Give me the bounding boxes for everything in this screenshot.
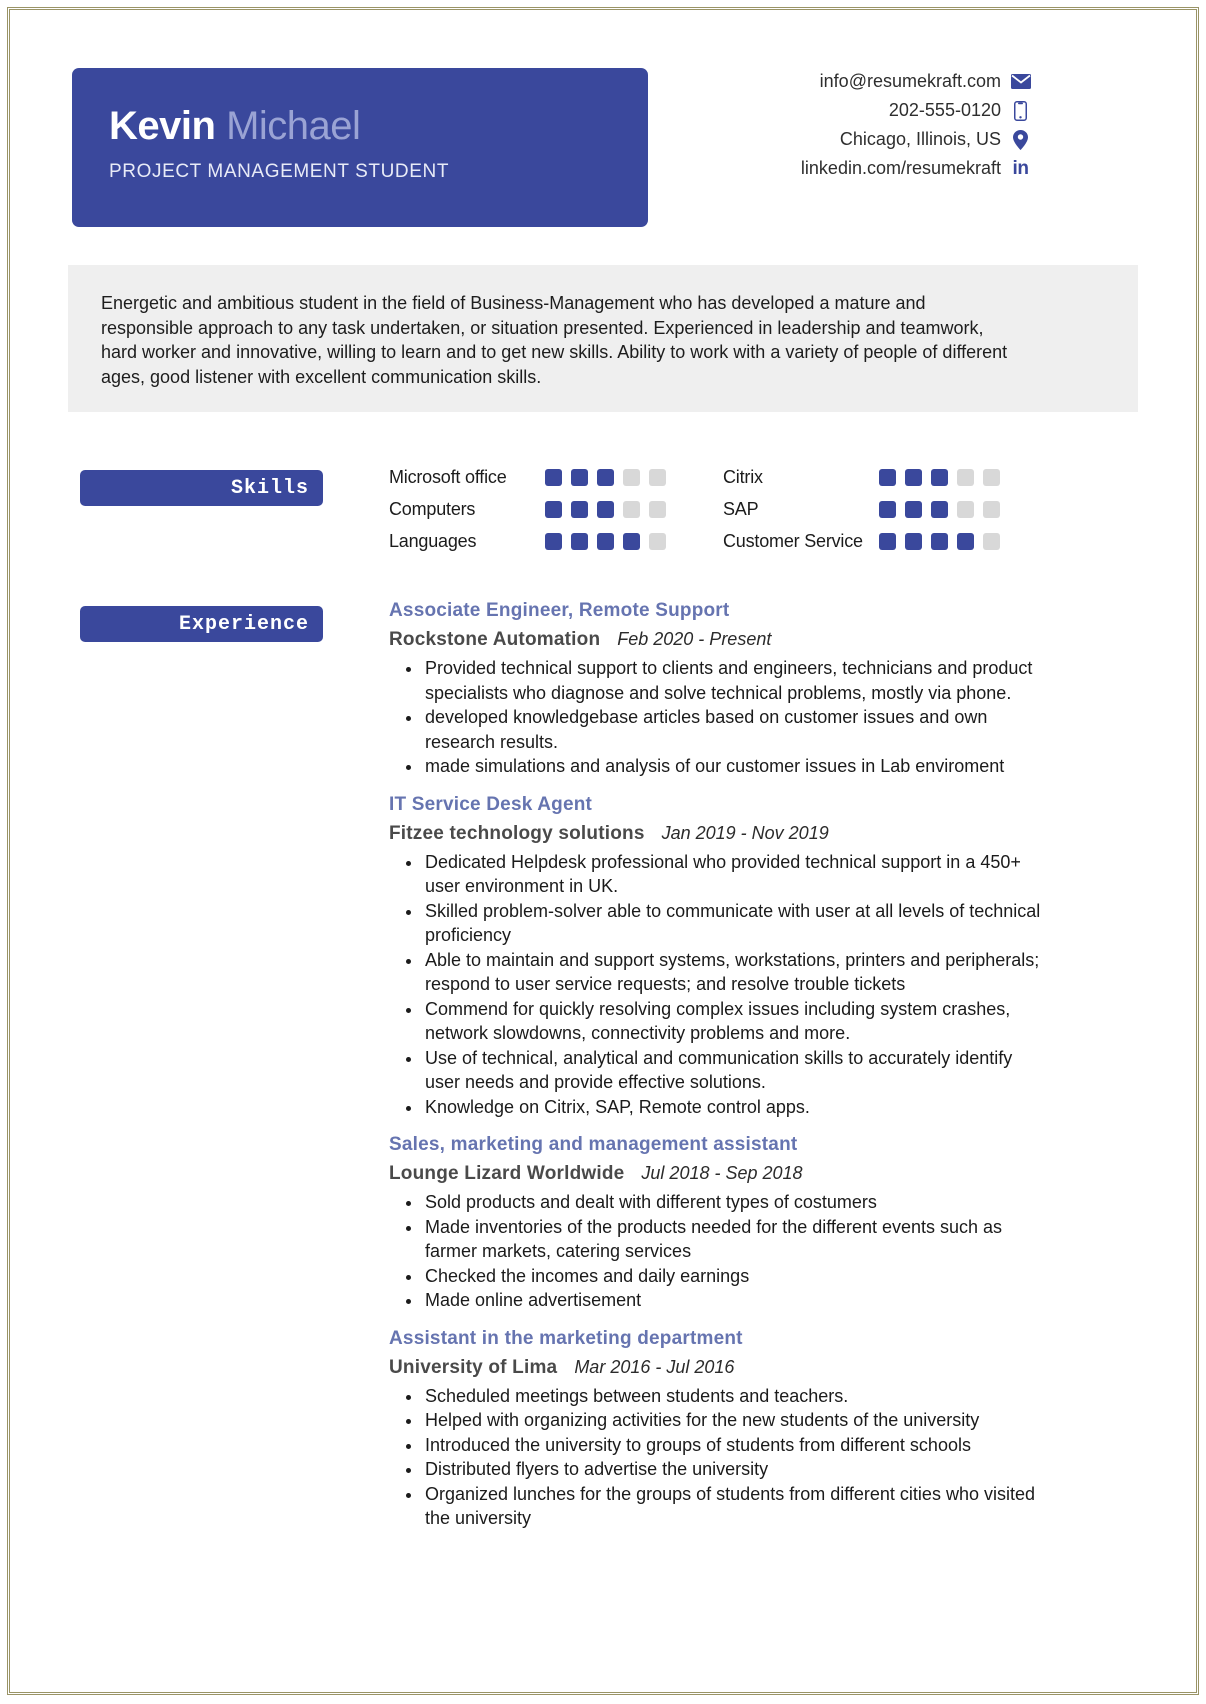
candidate-role: PROJECT MANAGEMENT STUDENT: [109, 161, 450, 182]
experience-section-heading: Experience: [80, 606, 323, 642]
job-bullet: • Organized lunches for the groups of students from different cities who visited the university: [423, 1482, 1049, 1531]
job-bullets: [389, 656, 1049, 779]
job-bullet: • Skilled problem-solver able to communicate with user at all levels of technical proficiency: [423, 899, 1049, 948]
skill-row: [723, 525, 1049, 557]
contact-row-email: [611, 67, 1031, 96]
linkedin-icon: in: [1012, 157, 1029, 179]
skill-name: Customer Service: [723, 530, 863, 551]
contact-row-location: [611, 125, 1031, 154]
job-dates: Mar 2016 - Jul 2016: [574, 1356, 735, 1377]
rating-square-filled: [905, 533, 922, 550]
first-name: Kevin: [109, 104, 216, 148]
rating-square-empty: [649, 533, 666, 550]
job-company: Fitzee technology solutions: [389, 822, 645, 844]
rating-square-filled: [571, 501, 588, 518]
job-bullet: • Helped with organizing activities for the new students of the university: [423, 1408, 1049, 1433]
job-title: Associate Engineer, Remote Support: [389, 600, 730, 621]
skills-column-right: [723, 461, 1049, 557]
skill-name: Languages: [389, 530, 477, 551]
job-bullet: • Checked the incomes and daily earnings: [423, 1264, 1049, 1289]
last-name: Michael: [226, 104, 361, 148]
location-icon: [1010, 129, 1031, 150]
rating-square-filled: [597, 533, 614, 550]
rating-square-filled: [931, 469, 948, 486]
job-bullets: [389, 850, 1049, 1120]
job-bullet: • Sold products and dealt with different types of costumers: [423, 1190, 1049, 1215]
job-entry: [389, 794, 1049, 1120]
linkedin-link[interactable]: linkedin.com/resumekraft: [800, 158, 1001, 178]
rating-square-filled: [545, 501, 562, 518]
job-bullet: • Use of technical, analytical and communication skills to accurately identify user needs and provide effective solutions.: [423, 1046, 1049, 1095]
email-link[interactable]: info@resumekraft.com: [819, 71, 1001, 91]
phone-icon: [1010, 100, 1031, 121]
candidate-name: [109, 104, 648, 148]
rating-square-filled: [957, 533, 974, 550]
job-bullet: • Made online advertisement: [423, 1288, 1049, 1313]
job-bullet: • Made inventories of the products needed for the different events such as farmer markets, catering services: [423, 1215, 1049, 1264]
rating-square-filled: [879, 469, 896, 486]
job-dates: Feb 2020 - Present: [617, 629, 772, 649]
contact-row-phone: [611, 96, 1031, 125]
job-company: University of Lima: [389, 1356, 558, 1378]
job-bullet: • Knowledge on Citrix, SAP, Remote control apps.: [423, 1095, 1049, 1120]
job-bullet: • Scheduled meetings between students and teachers.: [423, 1384, 1049, 1409]
experience-jobs-list: [389, 600, 1049, 1546]
job-dates: Jan 2019 - Nov 2019: [661, 822, 829, 843]
rating-square-empty: [649, 501, 666, 518]
job-title: Sales, marketing and management assistant: [389, 1134, 798, 1155]
skill-name: Citrix: [723, 466, 763, 487]
rating-square-filled: [571, 533, 588, 550]
skill-rating: [879, 501, 1000, 518]
rating-square-empty: [957, 501, 974, 518]
summary-paragraph: Energetic and ambitious student in the field of Business-Management who has developed a mature and responsible approach to any task undertaken, or situation presented. Experienced in leadership and teamwork, hard worker and innovative, willing to learn and to get new skills. Ability to work with a variety of people of different ages, good listener with excellent communication skills.: [68, 265, 1138, 412]
rating-square-empty: [983, 501, 1000, 518]
job-bullet: • Introduced the university to groups of students from different schools: [423, 1433, 1049, 1458]
phone-number[interactable]: 202-555-0120: [888, 100, 1001, 120]
rating-square-filled: [597, 469, 614, 486]
job-entry: [389, 600, 1049, 779]
job-bullet: • developed knowledgebase articles based on customer issues and own research results.: [423, 705, 1049, 754]
job-meta: [389, 823, 1049, 845]
contact-row-linkedin: [611, 154, 1031, 183]
rating-square-filled: [545, 533, 562, 550]
skill-rating: [545, 533, 666, 550]
rating-square-filled: [931, 533, 948, 550]
job-bullet: • Able to maintain and support systems, workstations, printers and peripherals; respond to user service requests; and resolve trouble tickets: [423, 948, 1049, 997]
rating-square-filled: [879, 533, 896, 550]
rating-square-filled: [571, 469, 588, 486]
skills-section-heading: Skills: [80, 470, 323, 506]
rating-square-empty: [957, 469, 974, 486]
job-meta: [389, 1357, 1049, 1379]
job-bullets: [389, 1190, 1049, 1313]
job-bullets: [389, 1384, 1049, 1531]
skill-row: [723, 493, 1049, 525]
rating-square-filled: [905, 469, 922, 486]
rating-square-filled: [931, 501, 948, 518]
header-name-box: [72, 68, 648, 227]
rating-square-filled: [623, 533, 640, 550]
rating-square-empty: [623, 501, 640, 518]
job-bullet: • made simulations and analysis of our customer issues in Lab enviroment: [423, 754, 1049, 779]
rating-square-empty: [623, 469, 640, 486]
job-dates: Jul 2018 - Sep 2018: [641, 1163, 803, 1183]
email-icon: [1010, 71, 1031, 92]
job-company: Lounge Lizard Worldwide: [389, 1163, 625, 1184]
skill-rating: [545, 501, 666, 518]
skill-rating: [545, 469, 666, 486]
job-bullet: • Provided technical support to clients and engineers, technicians and product specialists who diagnose and solve technical problems, mostly via phone.: [423, 656, 1049, 705]
skill-row: [389, 525, 723, 557]
skills-grid: [389, 461, 1049, 557]
job-company: Rockstone Automation: [389, 629, 601, 650]
rating-square-filled: [597, 501, 614, 518]
skill-name: SAP: [723, 498, 759, 519]
job-bullet: • Distributed flyers to advertise the university: [423, 1457, 1049, 1482]
job-entry: [389, 1134, 1049, 1313]
skill-row: [389, 461, 723, 493]
job-title: Assistant in the marketing department: [389, 1327, 743, 1349]
skill-row: [389, 493, 723, 525]
job-meta: [389, 629, 1049, 651]
skill-name: Computers: [389, 498, 476, 519]
skill-rating: [879, 533, 1000, 550]
contact-block: [611, 67, 1031, 183]
job-title: IT Service Desk Agent: [389, 793, 593, 815]
skills-column-left: [389, 461, 723, 557]
rating-square-filled: [545, 469, 562, 486]
rating-square-empty: [983, 533, 1000, 550]
rating-square-empty: [649, 469, 666, 486]
job-entry: [389, 1328, 1049, 1531]
rating-square-empty: [983, 469, 1000, 486]
location-text: Chicago, Illinois, US: [839, 129, 1001, 149]
skill-name: Microsoft office: [389, 466, 507, 487]
job-bullet: • Commend for quickly resolving complex issues including system crashes, network slowdowns, connectivity problems and more.: [423, 997, 1049, 1046]
skill-row: [723, 461, 1049, 493]
rating-square-filled: [879, 501, 896, 518]
skill-rating: [879, 469, 1000, 486]
job-meta: [389, 1163, 1049, 1185]
job-bullet: • Dedicated Helpdesk professional who provided technical support in a 450+ user environment in UK.: [423, 850, 1049, 899]
rating-square-filled: [905, 501, 922, 518]
